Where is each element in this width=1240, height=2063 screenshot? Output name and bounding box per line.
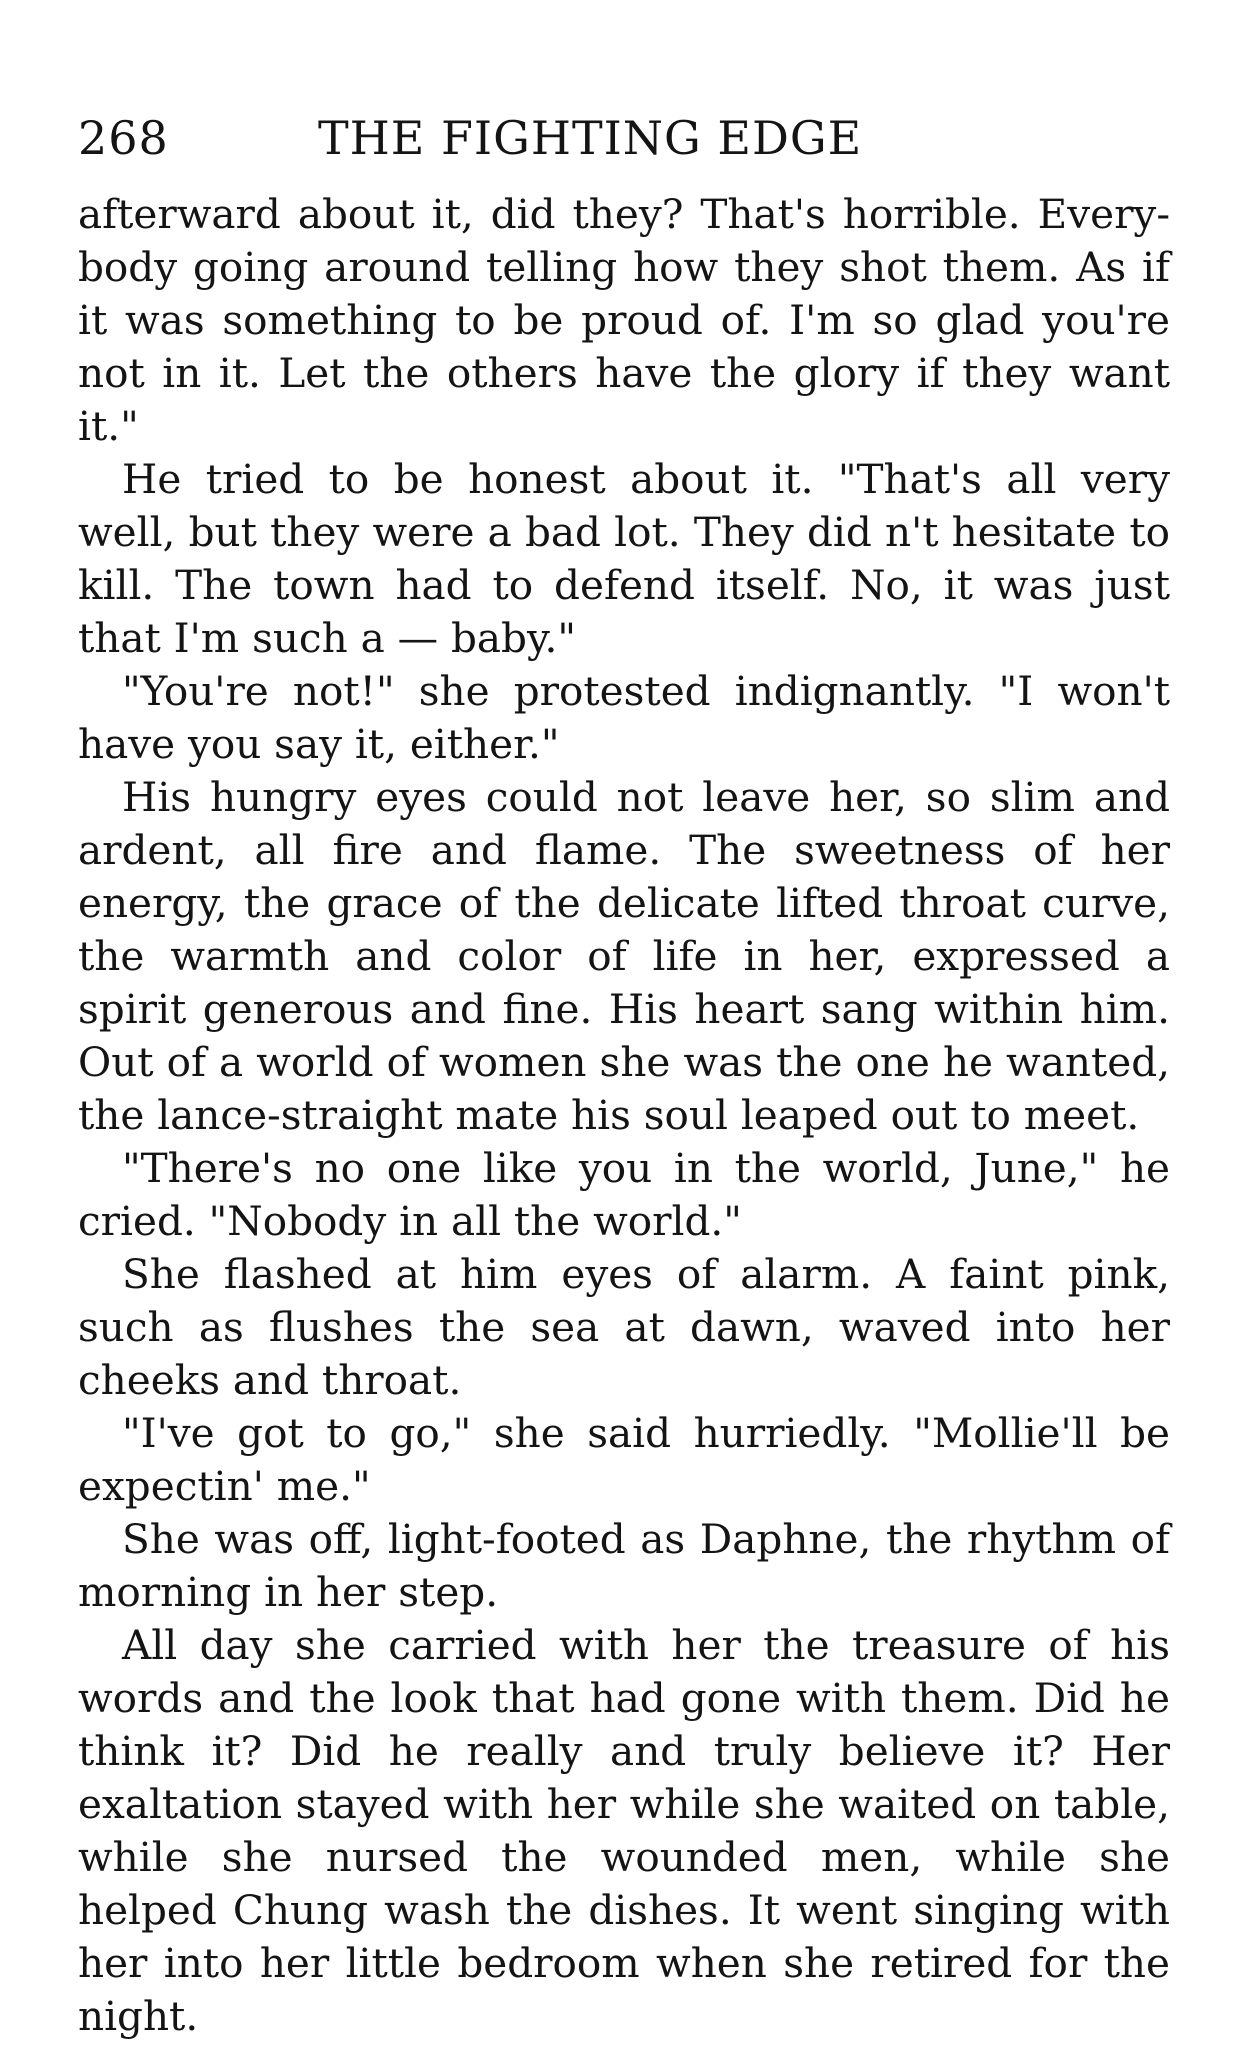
paragraph: She flashed at him eyes of alarm. A faint pink, such as flushes the sea at dawn, waved into her cheeks and throat. [78,1250,1170,1404]
body-text [78,188,1170,2043]
running-title: THE FIGHTING EDGE [318,111,863,165]
page-header [78,108,1168,168]
paragraph: All day she carried with her the treasure of his words and the look that had gone with them. Did he think it? Did he really and truly believe it? Her exaltation stayed with her while she waited on table, while she nursed the wounded men, while she helped Chung wash the dishes. It went singing with her into her little bedroom when she retired for the night. [78,1621,1170,2040]
paragraph: "You're not!" she protested indignantly. "I won't have you say it, either." [78,667,1170,768]
paragraph: afterward about it, did they? That's horrible. Everybody going around telling how they shot them. As if it was something to be proud of. I'm so glad you're not in it. Let the others have the glory if they want it." [78,190,1170,450]
paragraph: His hungry eyes could not leave her, so slim and ardent, all fire and flame. The sweetness of her energy, the grace of the delicate lifted throat curve, the warmth and color of life in her, expressed a spirit generous and fine. His heart sang within him. Out of a world of women she was the one he wanted, the lance-straight mate his soul leaped out to meet. [78,773,1170,1139]
paragraph: She was off, light-footed as Daphne, the rhythm of morning in her step. [78,1515,1170,1616]
paragraph: He tried to be honest about it. "That's all very well, but they were a bad lot. They did n't hesitate to kill. The town had to defend itself. No, it was just that I'm such a — baby." [78,455,1170,662]
page-number: 268 [78,111,169,165]
paragraph: "I've got to go," she said hurriedly. "Mollie'll be expectin' me." [78,1409,1170,1510]
paragraph: "There's no one like you in the world, June," he cried. "Nobody in all the world." [78,1144,1170,1245]
